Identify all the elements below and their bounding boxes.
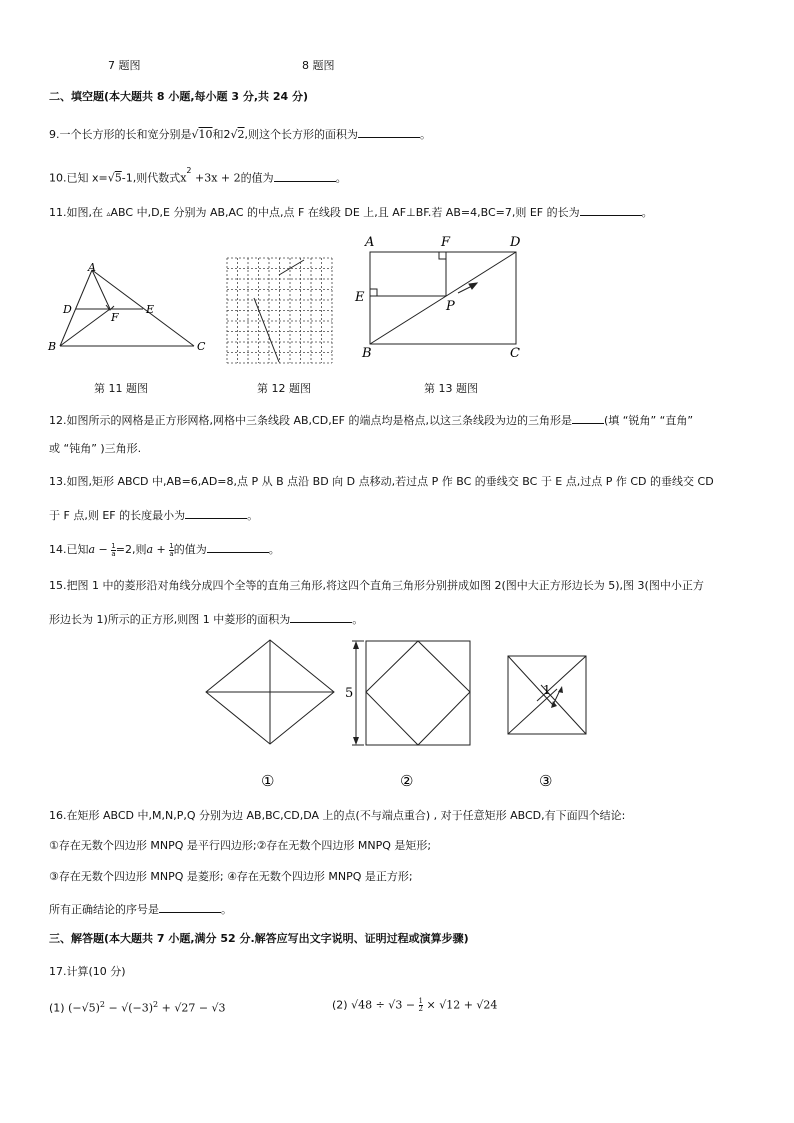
radicand-2: 2	[237, 128, 245, 141]
plus-sign: +	[153, 543, 170, 556]
radicand-5: 5	[114, 171, 122, 185]
fraction-num: 1	[111, 541, 116, 550]
fig13-label-c: C	[510, 346, 520, 361]
fig15-big-square	[366, 641, 470, 745]
q17-p1-exp2: 2	[153, 1000, 159, 1009]
fig11-label-f: F	[111, 311, 119, 324]
fig13-label-e: E	[355, 290, 365, 305]
fig13-label-b: B	[362, 346, 372, 361]
answer-blank-11[interactable]	[580, 204, 642, 216]
sqrt-5: √5	[107, 171, 122, 185]
q10-text-d: 的值为	[240, 171, 274, 185]
fig13-label-d: D	[510, 235, 521, 250]
section3-heading: 三、解答题(本大题共 7 小题,满分 52 分.解答应写出文字说明、证明过程或演算步骤)	[49, 932, 469, 945]
q9-text-b: ,则这个长方形的面积为	[244, 128, 359, 141]
question-17-part1	[49, 998, 226, 1016]
figure-15	[200, 636, 600, 796]
question-11	[49, 204, 653, 221]
q15-end: 。	[352, 613, 364, 626]
answer-blank-14[interactable]	[207, 541, 269, 553]
q17-part1-label: (1)	[49, 1001, 65, 1015]
q14-text-b: =2,则	[115, 543, 147, 556]
question-13-line2	[49, 507, 258, 523]
q17-p2-term2: × √12 + √24	[423, 998, 498, 1012]
fig15-label-2: ②	[400, 772, 414, 790]
q17-p1-term2: − √(−3)	[105, 1001, 154, 1015]
q10-text-a: 10.已知 x=	[49, 171, 108, 185]
var-a-2: a	[146, 543, 154, 556]
q13-end: 。	[247, 509, 259, 522]
figure-11-caption: 第 11 题图	[94, 382, 148, 395]
fig11-label-b: B	[48, 340, 57, 353]
answer-blank-16[interactable]	[159, 901, 221, 913]
question-9	[49, 126, 431, 142]
fig13-label-f: F	[441, 235, 451, 250]
figure-8-caption: 8 题图	[302, 59, 335, 72]
fig11-label-c: C	[197, 340, 206, 353]
answer-blank-15[interactable]	[290, 611, 352, 623]
fig11-label-d: D	[63, 303, 72, 316]
answer-blank-9[interactable]	[358, 126, 420, 138]
figure-13	[350, 233, 535, 363]
fig13-label-p: P	[446, 299, 455, 314]
question-13-line1: 13.如图,矩形 ABCD 中,AB=6,AD=8,点 P 从 B 点沿 BD 向 D 点移动,若过点 P 作 BC 的垂线交 BC 于 E 点,过点 P 作 CD 的垂线交 CD	[49, 475, 714, 488]
q14-text-a: 14.已知	[49, 543, 89, 556]
q11-text-b: ABC 中,D,E 分别为 AB,AC 的中点,点 F 在线段 DE 上,且 AF⊥BF.若 AB=4,BC=7,则 EF 的长为	[110, 206, 580, 219]
question-10	[49, 168, 347, 186]
var-x: x	[180, 171, 187, 185]
question-16-line1: 16.在矩形 ABCD 中,M,N,P,Q 分别为边 AB,BC,CD,DA 上的点(不与端点重合) , 对于任意矩形 ABCD,有下面四个结论:	[49, 809, 626, 822]
fig13-label-a: A	[365, 235, 375, 250]
q17-part2-label: (2)	[332, 998, 348, 1012]
fig15-side-5: 5	[345, 686, 354, 701]
sqrt-10: √10	[191, 128, 213, 141]
q9-and: 和2	[212, 128, 231, 141]
question-15-line1: 15.把图 1 中的菱形沿对角线分成四个全等的直角三角形,将这四个直角三角形分别拼成如图 2(图中大正方形边长为 5),图 3(图中小正方	[49, 579, 704, 592]
q17-p1-term1: (−√5)	[68, 1001, 100, 1015]
q9-text-a: 9.一个长方形的长和宽分别是	[49, 128, 192, 141]
fraction-num-2: 1	[169, 541, 174, 550]
q16-end: 。	[221, 903, 232, 916]
q12-text: 12.如图所示的网格是正方形网格,网格中三条线段 AB,CD,EF 的端点均是格点,以这三条线段为边的三角形是	[49, 414, 572, 427]
section2-heading: 二、填空题(本大题共 8 小题,每小题 3 分,共 24 分)	[49, 90, 309, 103]
fraction-den-2: a	[169, 549, 174, 558]
figure-12-grid	[224, 255, 334, 365]
fig15-label-1: ①	[261, 772, 275, 790]
var-a-1: a	[88, 543, 96, 556]
fig11-label-e: E	[146, 303, 155, 316]
q10-text-b: -1,则代数式	[121, 171, 181, 185]
fig15-side-1: 1	[543, 683, 551, 697]
answer-blank-12[interactable]	[572, 412, 604, 424]
q13-text: 于 F 点,则 EF 的长度最小为	[49, 509, 186, 522]
answer-blank-10[interactable]	[274, 170, 336, 182]
minus-sign: −	[95, 543, 112, 556]
answer-blank-13[interactable]	[185, 507, 247, 519]
question-12-line1	[49, 412, 693, 428]
triangle-symbol: ▵	[106, 209, 111, 218]
q12-hint: (填 “锐角” “直角”	[603, 414, 694, 427]
question-12-line2: 或 “钝角” )三角形.	[49, 442, 142, 455]
exponent-2: 2	[186, 166, 192, 175]
question-14	[49, 541, 280, 558]
figure-7-caption: 7 题图	[108, 59, 141, 72]
q14-text-c: 的值为	[173, 543, 207, 556]
q10-expr: +3x + 2	[191, 171, 241, 185]
figure-12-caption: 第 12 题图	[257, 382, 311, 395]
q11-end: 。	[641, 206, 653, 219]
q14-end: 。	[268, 543, 280, 556]
q17-p2-frac-num: 1	[418, 997, 423, 1005]
fig11-label-a: A	[88, 261, 96, 274]
question-16-line3: ③存在无数个四边形 MNPQ 是菱形; ④存在无数个四边形 MNPQ 是正方形;	[49, 870, 413, 883]
radicand-10: 10	[198, 128, 213, 141]
q17-p1-term3: + √27 − √3	[158, 1001, 226, 1015]
question-16-line2: ①存在无数个四边形 MNPQ 是平行四边形;②存在无数个四边形 MNPQ 是矩形;	[49, 839, 432, 852]
q10-end: 。	[335, 171, 347, 185]
q17-p2-frac-den: 2	[418, 1005, 423, 1013]
question-16-line4	[49, 901, 232, 917]
q9-end: 。	[420, 128, 432, 141]
question-15-line2	[49, 611, 363, 627]
fraction-den: a	[111, 549, 116, 558]
q17-p1-exp1: 2	[99, 1000, 105, 1009]
question-17-part2	[332, 998, 497, 1013]
question-17-title: 17.计算(10 分)	[49, 965, 126, 978]
figure-13-caption: 第 13 题图	[424, 382, 478, 395]
figure-11	[40, 258, 215, 358]
fig12-segment-cd	[254, 298, 279, 362]
q11-text-a: 11.如图,在	[49, 206, 107, 219]
q16-text: 所有正确结论的序号是	[49, 903, 159, 916]
q15-text: 形边长为 1)所示的正方形,则图 1 中菱形的面积为	[49, 613, 291, 626]
fig15-label-3: ③	[539, 772, 553, 790]
sqrt-2: √2	[230, 128, 245, 141]
q17-p2-term1: √48 ÷ √3 −	[351, 998, 419, 1012]
